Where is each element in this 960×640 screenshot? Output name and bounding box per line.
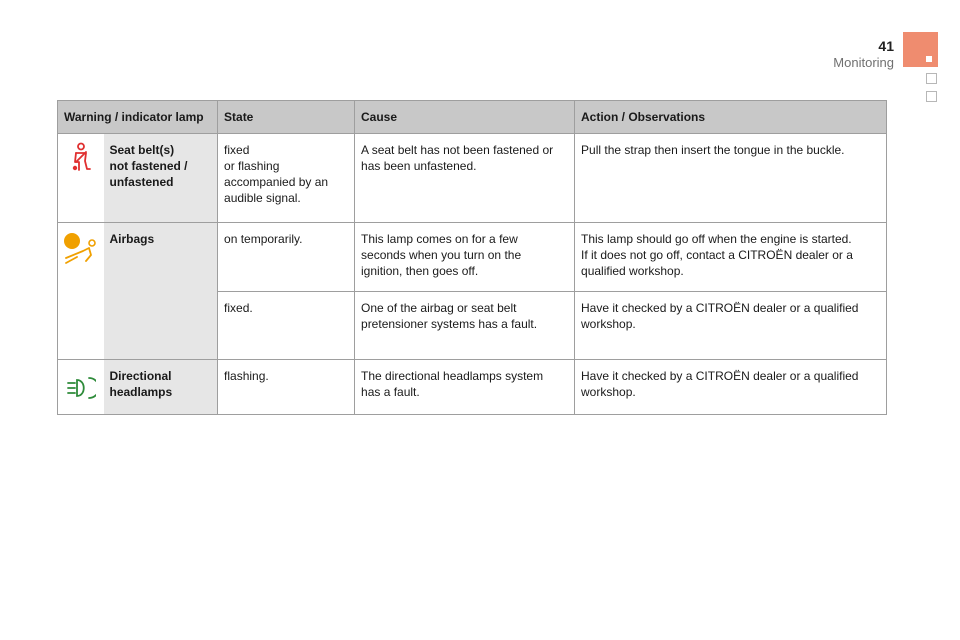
warning-lamp-table — [57, 100, 887, 415]
state-text: flashing. — [224, 369, 269, 383]
column-header-state: State — [218, 101, 355, 134]
lamp-name — [104, 360, 218, 415]
cause-text: This lamp comes on for a few seconds when you turn on the ignition, then goes off. — [361, 232, 522, 278]
cause-cell — [355, 360, 575, 415]
airbag-warning-icon — [61, 231, 101, 267]
page-nav-box — [926, 91, 937, 102]
action-text: Pull the strap then insert the tongue in the buckle. — [581, 143, 845, 157]
table-row-seat-belt — [58, 134, 887, 223]
action-text: Have it checked by a CITROËN dealer or a qualified workshop. — [581, 369, 859, 399]
page-nav-box — [926, 73, 937, 84]
seat-belt-warning-icon — [68, 142, 94, 174]
state-text: fixed or flashing accompanied by an audible signal. — [224, 143, 329, 205]
cause-text: A seat belt has not been fastened or has been unfastened. — [361, 143, 554, 173]
lamp-name — [104, 223, 218, 360]
section-title: Monitoring — [833, 55, 894, 70]
lamp-name — [104, 134, 218, 223]
action-text: Have it checked by a CITROËN dealer or a qualified workshop. — [581, 301, 859, 331]
column-header-action: Action / Observations — [575, 101, 887, 134]
cause-cell — [355, 292, 575, 360]
icon-cell — [58, 134, 104, 223]
cause-text: One of the airbag or seat belt pretensioner systems has a fault. — [361, 301, 538, 331]
state-cell — [218, 292, 355, 360]
lamp-name-text: Airbags — [109, 232, 155, 246]
column-header-lamp: Warning / indicator lamp — [58, 101, 218, 134]
lamp-name-text: Directional headlamps — [109, 369, 173, 399]
table-row-airbags — [58, 223, 887, 292]
state-text: fixed. — [224, 301, 253, 315]
cause-text: The directional headlamps system has a fault. — [361, 369, 544, 399]
state-cell — [218, 223, 355, 292]
action-cell — [575, 223, 887, 292]
state-cell — [218, 360, 355, 415]
page-number: 41 — [878, 38, 894, 54]
icon-cell — [58, 360, 104, 415]
directional-headlamps-icon — [66, 376, 96, 400]
cause-cell — [355, 223, 575, 292]
table-row-directional-headlamps — [58, 360, 887, 415]
action-text: This lamp should go off when the engine is started. If it does not go off, contact a CITROËN dealer or a qualified workshop. — [581, 232, 853, 278]
state-text: on temporarily. — [224, 232, 303, 246]
cause-cell — [355, 134, 575, 223]
lamp-name-text: Seat belt(s) not fastened / unfastened — [109, 143, 188, 189]
column-header-cause: Cause — [355, 101, 575, 134]
table-header-row — [58, 101, 887, 134]
icon-cell — [58, 223, 104, 360]
section-tab-marker — [903, 32, 938, 67]
action-cell — [575, 292, 887, 360]
state-cell — [218, 134, 355, 223]
action-cell — [575, 360, 887, 415]
action-cell — [575, 134, 887, 223]
